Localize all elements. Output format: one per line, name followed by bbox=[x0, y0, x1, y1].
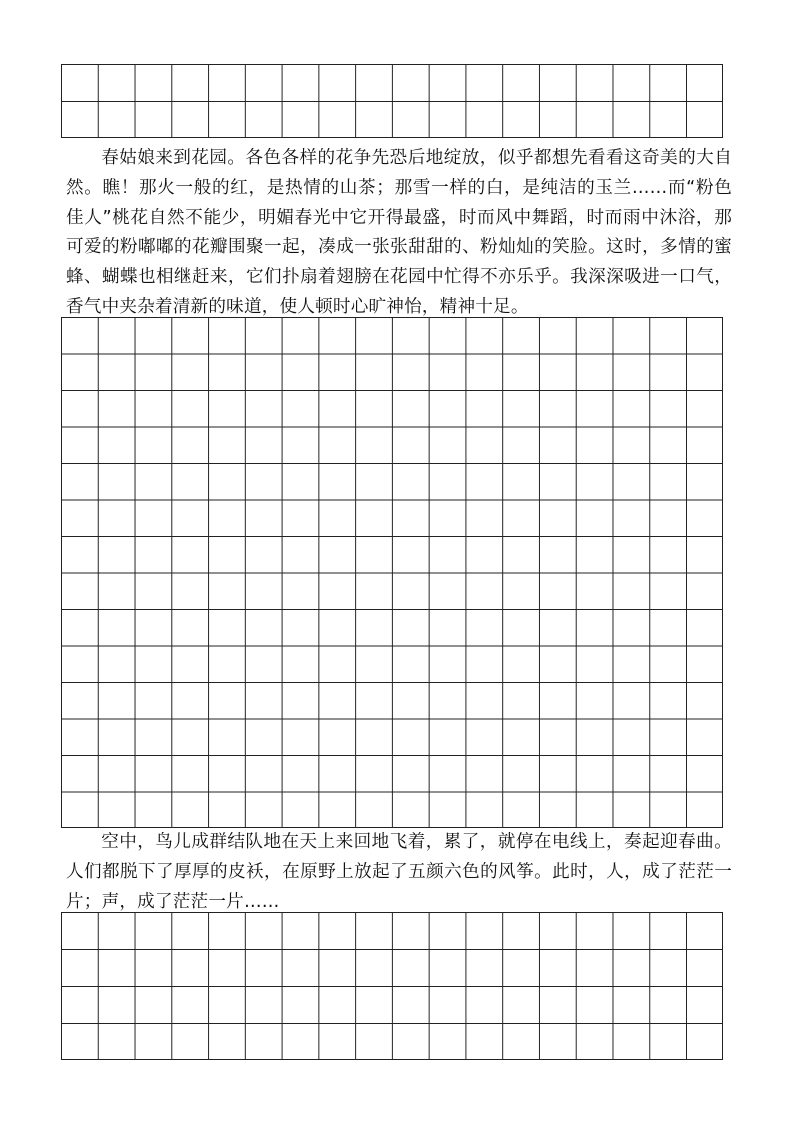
paragraph-spring-garden: 春姑娘来到花园。各色各样的花争先恐后地绽放，似乎都想先看看这奇美的大自然。瞧！那火一般的红，是热情的山茶；那雪一样的白，是纯洁的玉兰……而“粉色佳人”桃花自然不能少，明媚春光中它开得最盛，时而风中舞蹈，时而雨中沐浴，那可爱的粉嘟嘟的花瓣围聚一起，凑成一张张甜甜的、粉灿灿的笑脸。这时，多情的蜜蜂、蝴蝶也相继赶来，它们扑扇着翅膀在花园中忙得不亦乐乎。我深深吸进一口气，香气中夹杂着清新的味道，使人顿时心旷神怡，精神十足。 bbox=[66, 148, 732, 317]
writing-grid-bottom bbox=[61, 912, 723, 1060]
writing-grid-middle bbox=[61, 317, 723, 828]
paragraph-sky-birds: 空中，鸟儿成群结队地在天上来回地飞着，累了，就停在电线上，奏起迎春曲。人们都脱下了厚厚的皮袄，在原野上放起了五颜六色的风筝。此时，人，成了茫茫一片；声，成了茫茫一片…… bbox=[66, 832, 732, 912]
writing-grid-top bbox=[61, 64, 723, 138]
